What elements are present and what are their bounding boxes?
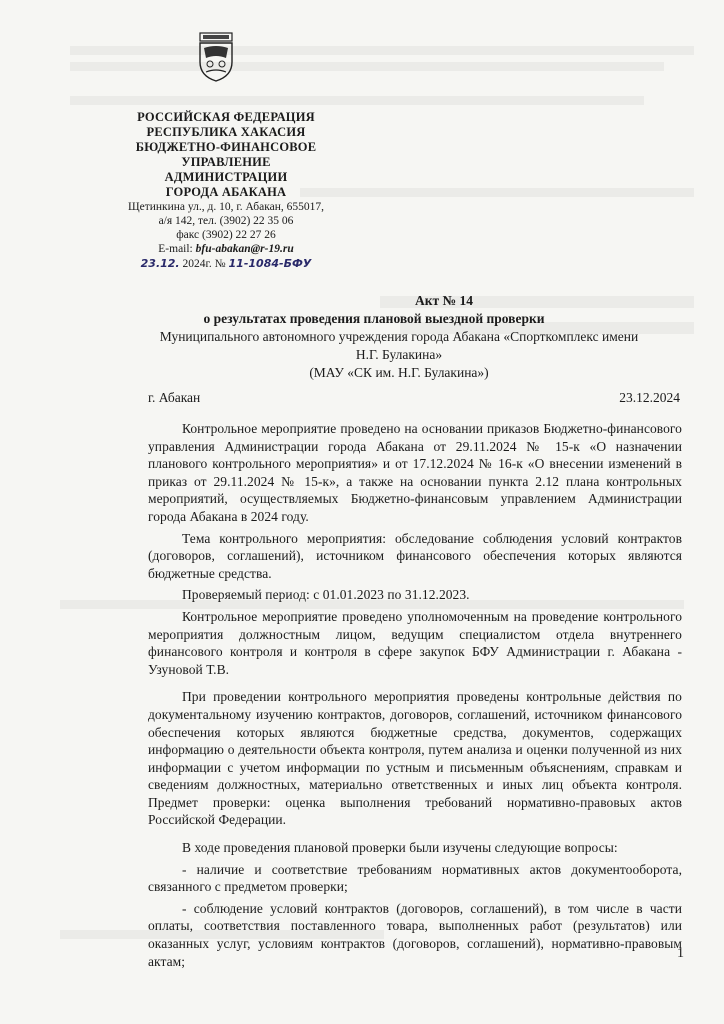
- place: г. Абакан: [148, 390, 201, 405]
- page-number: 1: [677, 946, 684, 961]
- list-item: - наличие и соответствие требованиям нормативных актов документооборота, связанного с предметом проверки;: [148, 861, 682, 895]
- address-line: Щетинкина ул., д. 10, г. Абакан, 655017,: [127, 201, 325, 213]
- email-label: E-mail:: [158, 243, 196, 255]
- act-title: [60, 292, 678, 382]
- paragraph: В ходе проведения плановой проверки были изучены следующие вопросы:: [182, 840, 618, 856]
- audited-org-line2: Н.Г. Булакина»: [355, 347, 443, 362]
- act-body: [148, 420, 682, 974]
- paragraph: Контрольное мероприятие проведено уполномоченным на проведение контрольного мероприятия должностным лицом, ведущим специалистом отдела внутреннего финансового контроля и контроля в сфере закупок БФУ Администрации г. Абакана - Узуновой Т.В.: [148, 608, 682, 677]
- audited-org-line1: Муниципального автономного учреждения города Абакана «Спорткомплекс имени: [159, 329, 639, 344]
- email-address: bfu-abakan@r-19.ru: [195, 243, 294, 255]
- date: 23.12.2024: [619, 390, 680, 405]
- org-line: УПРАВЛЕНИЕ: [181, 155, 271, 169]
- email-line: [118, 242, 334, 256]
- bleed-through-mark: [300, 188, 694, 197]
- address-line: а/я 142, тел. (3902) 22 35 06: [158, 215, 294, 227]
- bleed-through-mark: [70, 46, 694, 55]
- paragraph: Контрольное мероприятие проведено на основании приказов Бюджетно-финансового управления Администрации города Абакана от 29.11.2024 № 15-к «О назначении планового контрольного мероприятия» и от 17.12.2024 № 16-к «О внесении изменений в приказ от 29.11.2024 № 15-к», а также на основании пункта 2.12 плана контрольных мероприятий, осуществляемых Бюджетно-финансовым управлением Администрации города Абакана в 2024 году.: [148, 421, 682, 524]
- handwritten-reg-number: 11-1084-БФУ: [228, 257, 312, 270]
- paragraph: Тема контрольного мероприятия: обследование соблюдения условий контрактов (договоров, соглашений), источником финансового обеспечения которых являются бюджетные средства.: [148, 530, 682, 581]
- audited-org-line3: (МАУ «СК им. Н.Г. Булакина»): [309, 365, 489, 380]
- bleed-through-mark: [70, 62, 664, 71]
- org-line: ГОРОДА АБАКАНА: [165, 185, 287, 199]
- org-line: БЮДЖЕТНО-ФИНАНСОВОЕ: [135, 140, 317, 154]
- bleed-through-mark: [70, 96, 644, 105]
- act-number: Акт № 14: [415, 293, 473, 308]
- registration-year: 2024г. №: [179, 258, 229, 270]
- place-date-row: [148, 389, 680, 407]
- sender-header: [118, 110, 334, 272]
- handwritten-date: 23.12.: [140, 257, 180, 270]
- registration-line: [118, 256, 334, 272]
- org-line: АДМИНИСТРАЦИИ: [164, 170, 288, 184]
- act-subject: о результатах проведения плановой выездной проверки: [203, 311, 545, 326]
- paragraph: Проверяемый период: с 01.01.2023 по 31.12.2023.: [182, 587, 470, 603]
- org-line: РЕСПУБЛИКА ХАКАСИЯ: [146, 125, 306, 139]
- list-item: - соблюдение условий контрактов (договоров, соглашений), в том числе в части оплаты, соответствия поставленного товара, выполненных работ (результатов) или оказанных услуг, условиям контрактов (договоров, соглашений), нормативно-правовым актам;: [148, 900, 682, 969]
- paragraph: При проведении контрольного мероприятия проведены контрольные действия по документальному изучению контрактов, договоров, соглашений, источником финансового обеспечения которых являются бюджетные средства, документов, содержащих информацию о деятельности объекта контроля, путем анализа и оценки полученной из них информации с учетом информации по устным и письменным объяснениям, справкам и сведениям должностных, материально ответственных и иных лиц объекта контроля. Предмет проверки: оценка выполнения требований нормативно-правовых актов Российской Федерации.: [148, 689, 682, 828]
- city-coat-of-arms-icon: [196, 32, 236, 82]
- address-line: факс (3902) 22 27 26: [176, 229, 276, 241]
- org-line: РОССИЙСКАЯ ФЕДЕРАЦИЯ: [137, 110, 315, 124]
